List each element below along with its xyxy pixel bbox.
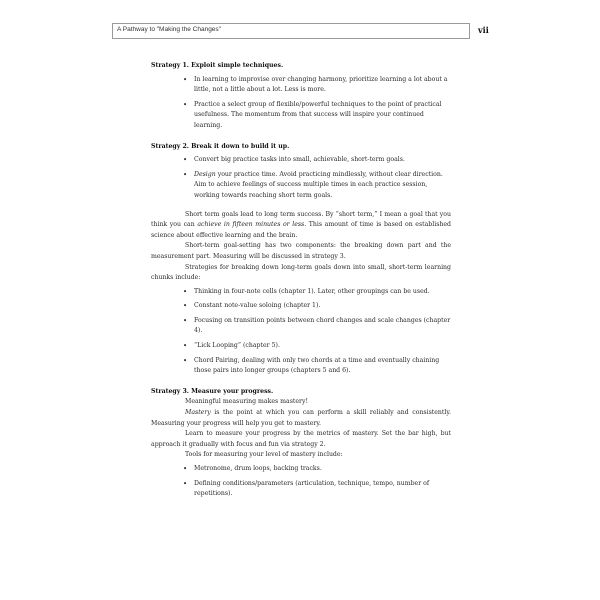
list-item bbox=[151, 170, 451, 202]
paragraph-measuring: Meaningful measuring makes mastery! bbox=[185, 398, 308, 406]
list-item-text: your practice time. Avoid practicing mindlessly, without clear direction. Aim to achieve feelings of success multiple times in each practice session, working towards reaching short term goals. bbox=[194, 170, 443, 199]
strategy-1-section bbox=[151, 61, 451, 132]
strategy-3-section bbox=[151, 387, 451, 500]
paragraph-text: is the point at which you can perform a skill reliably and consistently. Measuring your progress will help you get to mastery. bbox=[151, 409, 451, 427]
strategy-2-section bbox=[151, 142, 451, 377]
strategy-2-heading: Strategy 2. Break it down to build it up. bbox=[151, 142, 290, 150]
list-item: • Defining conditions/parameters (articulation, technique, tempo, number of repetitions). bbox=[151, 479, 451, 500]
list-item: • In learning to improvise over changing harmony, prioritize learning a lot about a little, not a little about a lot. Less is more. bbox=[151, 75, 451, 96]
emphasis-mastery: Mastery bbox=[185, 409, 211, 417]
list-item: • Focusing on transition points between chord changes and scale changes (chapter 4). bbox=[151, 316, 451, 337]
paragraph-short-term-goals bbox=[151, 210, 451, 242]
running-header-title: A Pathway to "Making the Changes" bbox=[117, 26, 221, 33]
list-item: • “Lick Looping” (chapter 5). bbox=[151, 341, 451, 352]
paragraph-text: Short term goals lead to long term success. By “short term,” I mean a goal that you think you can bbox=[151, 210, 451, 229]
paragraph-mastery bbox=[151, 408, 451, 429]
emphasis-fifteen-minutes: achieve in fifteen minutes or less. bbox=[197, 221, 307, 229]
emphasis-design: Design bbox=[194, 170, 216, 178]
page-body bbox=[151, 61, 451, 510]
tools-list bbox=[151, 464, 451, 500]
strategy-3-heading: Strategy 3. Measure your progress. bbox=[151, 387, 274, 395]
paragraph-text: This amount of time is based on established science about effective learning and the brain. bbox=[151, 221, 452, 239]
page-number: vii bbox=[478, 25, 489, 35]
list-item: • Convert big practice tasks into small, achievable, short-term goals. bbox=[151, 155, 451, 166]
strategy-1-heading: Strategy 1. Exploit simple techniques. bbox=[151, 62, 284, 69]
list-item: • Metronome, drum loops, backing tracks. bbox=[151, 464, 451, 475]
paragraph-breaking-down: Strategies for breaking down long-term goals down into small, short-term learning chunks include: bbox=[151, 263, 451, 282]
paragraph-tools-intro: Tools for measuring your level of mastery include: bbox=[185, 451, 343, 459]
strategy-1-list bbox=[151, 75, 451, 132]
list-item: • Practice a select group of flexible/powerful techniques to the point of practical usefulness. The momentum from that success will inspire your continued learning. bbox=[151, 100, 451, 132]
list-item: • Constant note-value soloing (chapter 1). bbox=[151, 301, 451, 312]
strategy-2-list bbox=[151, 155, 451, 201]
paragraph-goal-components: Short-term goal-setting has two components: the breaking down part and the measurement part. Measuring will be discussed in strategy 3. bbox=[151, 242, 451, 260]
list-item: • Thinking in four-note cells (chapter 1). Later, other groupings can be used. bbox=[151, 287, 451, 298]
chunking-strategies-list bbox=[151, 287, 451, 377]
list-item: • Chord Pairing, dealing with only two chords at a time and eventually chaining those pairs into longer groups (chapters 5 and 6). bbox=[151, 356, 451, 377]
paragraph-metrics: Learn to measure your progress by the metrics of mastery. Set the bar high, but approach it gradually with focus and fun via strategy 2. bbox=[151, 430, 451, 448]
